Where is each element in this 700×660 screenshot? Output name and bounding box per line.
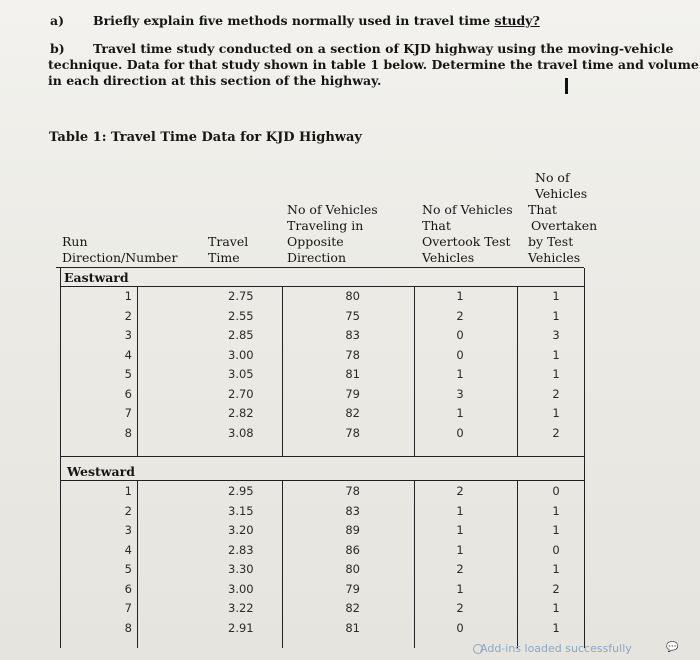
- cell-overtook: 0: [456, 425, 464, 440]
- cell-time: 3.15: [228, 503, 254, 518]
- cell-run: 2: [124, 503, 132, 518]
- cell-time: 3.08: [228, 425, 254, 440]
- header-overtaken-line5: by Test: [528, 234, 574, 249]
- question-a-label: a): [50, 13, 65, 28]
- cell-time: 3.00: [228, 581, 254, 596]
- grid-line-run-east: [137, 286, 138, 456]
- cell-overtook: 1: [456, 406, 464, 420]
- cell-run: 8: [124, 425, 132, 440]
- grid-line-left: [60, 268, 61, 648]
- cell-run: 5: [124, 367, 132, 381]
- header-run-line1: Run: [62, 234, 88, 249]
- header-opposite: [287, 202, 378, 266]
- cell-overtook: 1: [456, 523, 464, 537]
- cell-overtaken: 1: [552, 503, 560, 518]
- cell-opposite: 89: [345, 523, 360, 537]
- cell-opposite: 83: [345, 328, 360, 342]
- cell-time: 2.91: [228, 620, 254, 635]
- cell-overtook: 1: [456, 367, 464, 381]
- question-a: [50, 13, 64, 29]
- cell-overtook: 2: [456, 562, 464, 576]
- cell-overtook: 1: [456, 503, 464, 518]
- cell-time: 2.75: [228, 289, 254, 303]
- cell-opposite: 86: [345, 542, 360, 557]
- cell-overtaken: 1: [552, 308, 560, 323]
- grid-line-opposite-east: [414, 286, 415, 456]
- cell-run: 6: [124, 581, 132, 596]
- cell-time: 2.70: [228, 386, 254, 401]
- cell-opposite: 81: [345, 620, 360, 635]
- header-run-line2: Direction/Number: [62, 250, 178, 265]
- cell-opposite: 83: [345, 503, 360, 518]
- cell-overtook: 2: [456, 484, 464, 498]
- cell-overtaken: 1: [552, 289, 560, 303]
- question-a-text: [93, 13, 540, 29]
- group-label-westward: Westward: [67, 464, 135, 479]
- cell-time: 3.00: [228, 347, 254, 362]
- cell-overtaken: 0: [552, 484, 560, 498]
- cell-run: 7: [124, 406, 132, 420]
- eastward-bottom-rule: [60, 456, 584, 457]
- header-overtaken-line3: That: [528, 202, 557, 217]
- cell-run: 3: [124, 523, 132, 537]
- grid-line-overtook-east: [517, 286, 518, 456]
- grid-line-time-west: [282, 480, 283, 648]
- grid-line-overtook-west: [517, 480, 518, 648]
- header-overtook: [422, 202, 513, 266]
- header-opposite-line2: Traveling in: [287, 218, 364, 233]
- cell-time: 2.85: [228, 328, 254, 342]
- cell-overtook: 2: [456, 308, 464, 323]
- cell-opposite: 80: [345, 562, 360, 576]
- cell-overtaken: 1: [552, 601, 560, 615]
- header-travel-line2: Time: [208, 250, 240, 265]
- cell-overtaken: 2: [552, 425, 560, 440]
- cell-overtaken: 3: [552, 328, 560, 342]
- cell-opposite: 82: [345, 406, 360, 420]
- cell-opposite: 78: [345, 425, 360, 440]
- cell-opposite: 81: [345, 367, 360, 381]
- cell-time: 3.05: [228, 367, 254, 381]
- cell-time: 3.30: [228, 562, 254, 576]
- cell-overtaken: 1: [552, 620, 560, 635]
- grid-line-time-east: [282, 286, 283, 456]
- cell-opposite: 78: [345, 484, 360, 498]
- group-label-eastward: Eastward: [64, 270, 129, 285]
- question-b-label: b): [50, 41, 65, 56]
- cell-time: 2.83: [228, 542, 254, 557]
- cell-opposite: 75: [345, 308, 360, 323]
- header-overtook-line1: No of Vehicles: [422, 202, 513, 217]
- header-overtaken-line6: Vehicles: [528, 250, 581, 265]
- cell-overtook: 1: [456, 289, 464, 303]
- cell-overtook: 2: [456, 601, 464, 615]
- header-overtaken: [528, 170, 597, 266]
- header-opposite-line3: Opposite: [287, 234, 344, 249]
- header-overtaken-line2: Vehicles: [535, 186, 588, 201]
- header-opposite-line1: No of Vehicles: [287, 202, 378, 217]
- cell-run: 8: [124, 620, 132, 635]
- header-run: [62, 234, 177, 266]
- table-title: Table 1: Travel Time Data for KJD Highway: [49, 130, 362, 145]
- question-a-body: Briefly explain five methods normally used in travel time: [93, 13, 495, 28]
- grid-line-run-west: [137, 480, 138, 648]
- cell-overtaken: 1: [552, 347, 560, 362]
- cell-run: 4: [124, 347, 132, 362]
- cell-time: 2.55: [228, 308, 254, 323]
- cell-overtaken: 1: [552, 367, 560, 381]
- header-travel-time: [208, 234, 248, 266]
- cell-opposite: 79: [345, 386, 360, 401]
- header-overtook-line4: Vehicles: [422, 250, 475, 265]
- cell-opposite: 78: [345, 347, 360, 362]
- cell-overtook: 1: [456, 581, 464, 596]
- cell-overtaken: 1: [552, 562, 560, 576]
- header-overtook-line2: That: [422, 218, 451, 233]
- header-travel-line1: Travel: [208, 234, 249, 249]
- header-opposite-line4: Direction: [287, 250, 346, 265]
- cell-opposite: 82: [345, 601, 360, 615]
- cell-overtook: 0: [456, 347, 464, 362]
- header-overtook-line3: Overtook Test: [422, 234, 511, 249]
- cell-run: 3: [124, 328, 132, 342]
- grid-line-opposite-west: [414, 480, 415, 648]
- question-b-line1: Travel time study conducted on a section of KJD highway using the moving-vehicle: [93, 41, 674, 56]
- cell-overtaken: 0: [552, 542, 560, 557]
- cell-overtaken: 1: [552, 523, 560, 537]
- westward-top-rule: [60, 480, 584, 481]
- header-rule: [56, 267, 584, 268]
- text-cursor: [565, 78, 568, 94]
- cell-overtook: 3: [456, 386, 464, 401]
- header-overtaken-line1: No of: [535, 170, 570, 185]
- cell-opposite: 79: [345, 581, 360, 596]
- question-b-line3: in each direction at this section of the highway.: [48, 73, 382, 88]
- cell-run: 4: [124, 542, 132, 557]
- cell-time: 2.82: [228, 406, 254, 420]
- cell-run: 1: [124, 289, 132, 303]
- cell-time: 3.22: [228, 601, 254, 615]
- cell-opposite: 80: [345, 289, 360, 303]
- question-b-line2: technique. Data for that study shown in table 1 below. Determine the travel time and volume: [48, 57, 699, 72]
- cell-run: 5: [124, 562, 132, 576]
- cell-time: 3.20: [228, 523, 254, 537]
- cell-run: 2: [124, 308, 132, 323]
- cell-overtook: 0: [456, 328, 464, 342]
- cell-run: 7: [124, 601, 132, 615]
- cell-run: 1: [124, 484, 132, 498]
- cell-overtaken: 2: [552, 386, 560, 401]
- cell-overtaken: 1: [552, 406, 560, 420]
- grid-line-right: [584, 268, 585, 648]
- cell-run: 6: [124, 386, 132, 401]
- status-toast: Add-ins loaded successfully: [480, 642, 632, 655]
- cell-overtook: 1: [456, 542, 464, 557]
- comment-icon[interactable]: 💬: [666, 642, 679, 653]
- cell-overtaken: 2: [552, 581, 560, 596]
- cell-overtook: 0: [456, 620, 464, 635]
- question-a-underlined: study?: [494, 13, 540, 28]
- header-overtaken-line4: Overtaken: [531, 218, 598, 233]
- cell-time: 2.95: [228, 484, 254, 498]
